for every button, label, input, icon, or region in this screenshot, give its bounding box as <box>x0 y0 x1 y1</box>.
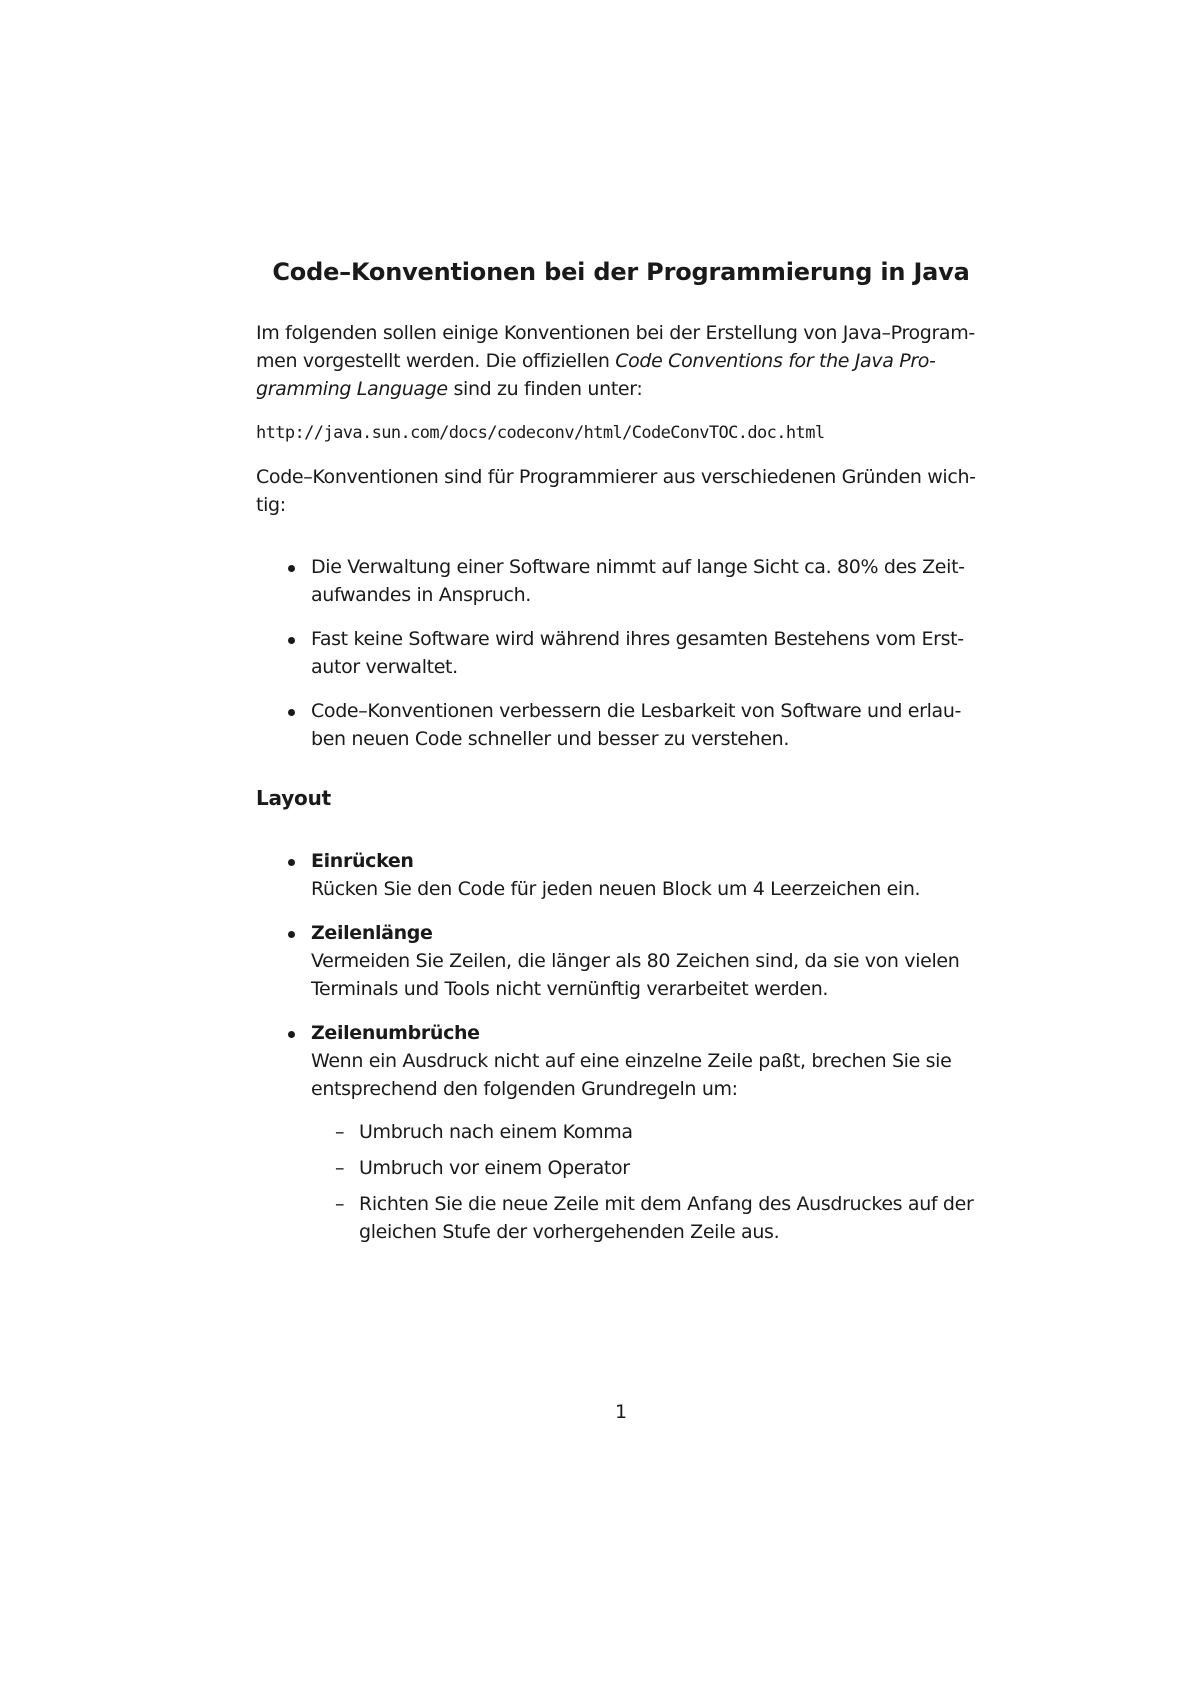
intro-line-3 <box>256 375 986 403</box>
bullet-icon <box>288 1031 295 1038</box>
bullet-icon <box>288 565 295 572</box>
list-item-line-2: autor verwaltet. <box>311 656 458 678</box>
dash-bullet: – <box>335 1121 345 1143</box>
list-item-label: Zeilenlänge <box>311 922 433 944</box>
list-item-line-1: Vermeiden Sie Zeilen, die länger als 80 Zeichen sind, da sie von vielen <box>311 950 960 972</box>
intro-line-3-text: sind zu finden unter: <box>447 378 643 400</box>
intro-line-1: Im folgenden sollen einige Konventionen bei der Erstellung von Java–Program- <box>256 322 975 344</box>
list-item-line-2: Terminals und Tools nicht vernünftig verarbeitet werden. <box>311 978 829 1000</box>
bullet-icon <box>288 709 295 716</box>
intro-paragraph <box>256 319 986 403</box>
page-number: 1 <box>614 1401 628 1423</box>
list-item-line-1: Wenn ein Ausdruck nicht auf eine einzelne Zeile paßt, brechen Sie sie <box>311 1050 952 1072</box>
list-item-line-2: entsprechend den folgenden Grundregeln um: <box>311 1078 738 1100</box>
list-item-body <box>311 847 991 903</box>
list-item-body <box>311 919 991 1003</box>
dash-bullet: – <box>335 1193 345 1215</box>
section-heading-layout: Layout <box>256 786 332 810</box>
list-item-line-1: Die Verwaltung einer Software nimmt auf lange Sicht ca. 80% des Zeit- <box>311 556 965 578</box>
intro-line-3-italic: gramming Language <box>256 378 448 400</box>
list-item-line-2: aufwandes in Anspruch. <box>311 584 531 606</box>
list-item-body <box>311 553 991 609</box>
list-item-label: Zeilenumbrüche <box>311 1022 480 1044</box>
sub-list-item-line-2: gleichen Stufe der vorhergehenden Zeile aus. <box>359 1221 780 1243</box>
intro-line-2-text: men vorgestellt werden. Die offiziellen <box>256 350 616 372</box>
list-item-line-1: Rücken Sie den Code für jeden neuen Block um 4 Leerzeichen ein. <box>311 878 921 900</box>
bullet-icon <box>288 637 295 644</box>
list-item-label: Einrücken <box>311 850 414 872</box>
dash-bullet: – <box>335 1157 345 1179</box>
code-conventions-url: http://java.sun.com/docs/codeconv/html/CodeConvTOC.doc.html <box>256 423 825 443</box>
list-item-line-1: Fast keine Software wird während ihres gesamten Bestehens vom Erst- <box>311 628 964 650</box>
list-item-line-1: Code–Konventionen verbessern die Lesbarkeit von Software und erlau- <box>311 700 962 722</box>
page-title: Code–Konventionen bei der Programmierung in Java <box>272 258 970 286</box>
sub-list-item-line-1: Umbruch vor einem Operator <box>359 1157 630 1179</box>
sub-list-item-line-1: Umbruch nach einem Komma <box>359 1121 633 1143</box>
reasons-intro-line-2: tig: <box>256 494 286 516</box>
list-item-line-2: ben neuen Code schneller und besser zu verstehen. <box>311 728 790 750</box>
list-item-body <box>311 1019 991 1103</box>
sub-list-item-body <box>359 1154 999 1182</box>
reasons-intro-paragraph <box>256 463 986 519</box>
intro-line-2 <box>256 347 986 375</box>
list-item-body <box>311 697 991 753</box>
sub-list-item-line-1: Richten Sie die neue Zeile mit dem Anfang des Ausdruckes auf der <box>359 1193 974 1215</box>
bullet-icon <box>288 931 295 938</box>
sub-list-item-body <box>359 1190 999 1246</box>
sub-list-item-body <box>359 1118 999 1146</box>
bullet-icon <box>288 859 295 866</box>
intro-line-2-italic: Code Conventions for the Java Pro- <box>615 350 936 372</box>
list-item-body <box>311 625 991 681</box>
reasons-intro-line-1: Code–Konventionen sind für Programmierer aus verschiedenen Gründen wich- <box>256 466 976 488</box>
